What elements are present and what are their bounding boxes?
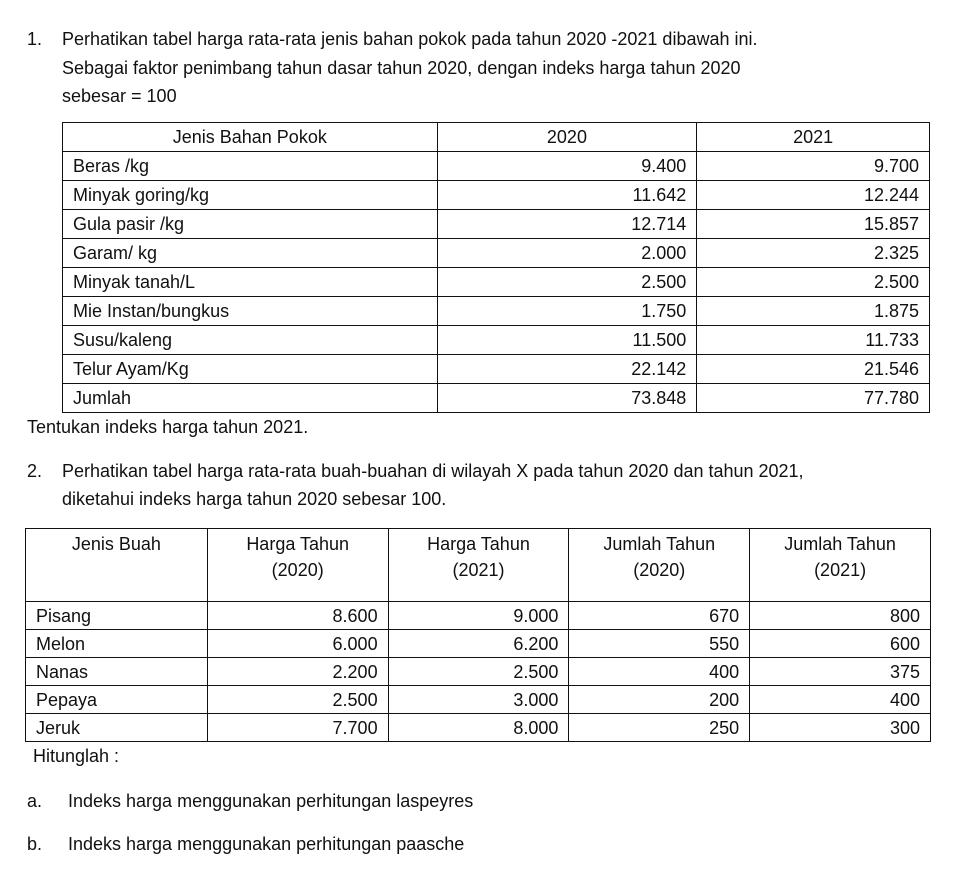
q2-value-cell: 400 [750,686,931,714]
q2-header-line: Harga Tahun [246,534,350,554]
q2-header-cell [388,529,569,602]
q1-table-row [63,355,930,384]
q1-table-row [63,152,930,181]
q1-price-cell: 9.700 [697,152,930,181]
q2-text-line1: Perhatikan tabel harga rata-rata buah-buahan di wilayah X pada tahun 2020 dan tahun 2021, [62,461,804,481]
q2-item-a-letter: a. [27,791,43,811]
q1-price-cell: 12.244 [697,181,930,210]
q1-text-line3: sebesar = 100 [62,86,177,106]
q2-fruit-name-cell: Pepaya [26,686,208,714]
q1-header-cell: Jenis Bahan Pokok [63,123,438,152]
q1-item-name-cell: Gula pasir /kg [63,210,438,239]
q1-price-cell: 11.500 [437,326,697,355]
q1-price-cell: 2.500 [437,268,697,297]
q2-value-cell: 2.200 [207,658,388,686]
q1-price-cell: 73.848 [437,384,697,413]
q1-text-line2: Sebagai faktor penimbang tahun dasar tahun 2020, dengan indeks harga tahun 2020 [62,58,741,78]
q2-value-cell: 400 [569,658,750,686]
q2-value-cell: 670 [569,602,750,630]
q2-instruction: Hitunglah : [33,746,120,766]
q2-header-cell [750,529,931,602]
q1-price-cell: 77.780 [697,384,930,413]
q2-value-cell: 7.700 [207,714,388,742]
q1-price-cell: 9.400 [437,152,697,181]
q1-price-cell: 1.875 [697,297,930,326]
q1-item-name-cell: Garam/ kg [63,239,438,268]
q1-price-cell: 11.733 [697,326,930,355]
q1-item-name-cell: Minyak tanah/L [63,268,438,297]
q2-value-cell: 2.500 [207,686,388,714]
q2-header-line: Harga Tahun [427,534,530,554]
q2-item-b-text: Indeks harga menggunakan perhitungan paasche [68,834,465,854]
q2-header-line: (2021) [452,560,505,580]
q2-value-cell: 300 [750,714,931,742]
q1-text-line1: Perhatikan tabel harga rata-rata jenis bahan pokok pada tahun 2020 -2021 dibawah ini. [62,29,758,49]
q2-value-cell: 200 [569,686,750,714]
q2-value-cell: 800 [750,602,931,630]
q1-price-cell: 12.714 [437,210,697,239]
q1-price-cell: 2.000 [437,239,697,268]
q2-header-line: (2020) [633,560,686,580]
q1-price-cell: 21.546 [697,355,930,384]
q2-table-row [26,714,931,742]
q1-table-row [63,297,930,326]
q2-header-cell [207,529,388,602]
q1-number: 1. [27,29,43,49]
q2-header-line: Jumlah Tahun [603,534,716,554]
q1-instruction: Tentukan indeks harga tahun 2021. [27,417,309,437]
q2-header-cell [26,529,208,602]
q1-item-name-cell: Minyak goring/kg [63,181,438,210]
q1-header-cell: 2021 [697,123,930,152]
q2-value-cell: 3.000 [388,686,569,714]
q1-table-row [63,210,930,239]
q1-item-name-cell: Telur Ayam/Kg [63,355,438,384]
q2-table-row [26,602,931,630]
q2-item-a-text: Indeks harga menggunakan perhitungan laspeyres [68,791,474,811]
q1-table-header-row [63,123,930,152]
q1-price-cell: 2.325 [697,239,930,268]
q2-table-row [26,686,931,714]
q2-value-cell: 6.200 [388,630,569,658]
q1-price-table [62,122,930,413]
q2-item-b-letter: b. [27,834,43,854]
q2-value-cell: 8.000 [388,714,569,742]
q1-price-cell: 22.142 [437,355,697,384]
q2-value-cell: 250 [569,714,750,742]
q2-value-cell: 9.000 [388,602,569,630]
q2-header-line: (2021) [814,560,867,580]
q2-fruit-name-cell: Nanas [26,658,208,686]
q1-table-row [63,326,930,355]
q1-price-cell: 2.500 [697,268,930,297]
q2-table-header-row [26,529,931,602]
q2-header-line: (2020) [271,560,324,580]
q2-table-row [26,658,931,686]
q1-item-name-cell: Jumlah [63,384,438,413]
q2-value-cell: 2.500 [388,658,569,686]
q1-table-row [63,181,930,210]
q1-item-name-cell: Mie Instan/bungkus [63,297,438,326]
q2-value-cell: 375 [750,658,931,686]
q2-fruit-name-cell: Melon [26,630,208,658]
q2-value-cell: 8.600 [207,602,388,630]
q2-table-row [26,630,931,658]
q1-table-row [63,239,930,268]
q2-fruit-table [25,528,931,742]
q2-text-line2: diketahui indeks harga tahun 2020 sebesar 100. [62,489,447,509]
q1-price-cell: 11.642 [437,181,697,210]
q2-fruit-name-cell: Jeruk [26,714,208,742]
q1-price-cell: 1.750 [437,297,697,326]
q2-header-line: Jumlah Tahun [784,534,896,554]
q1-item-name-cell: Beras /kg [63,152,438,181]
q1-table-row [63,384,930,413]
q2-header-cell [569,529,750,602]
q2-header-line: Jenis Buah [71,534,161,554]
q2-fruit-name-cell: Pisang [26,602,208,630]
q2-value-cell: 550 [569,630,750,658]
q1-table-row [63,268,930,297]
q2-value-cell: 600 [750,630,931,658]
q2-value-cell: 6.000 [207,630,388,658]
q1-price-cell: 15.857 [697,210,930,239]
q1-item-name-cell: Susu/kaleng [63,326,438,355]
q1-header-cell: 2020 [437,123,697,152]
q2-number: 2. [27,461,43,481]
